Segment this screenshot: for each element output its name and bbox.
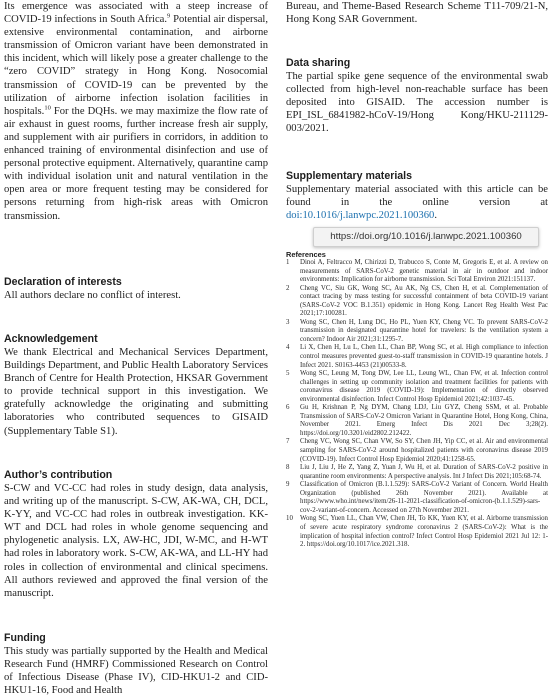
funding-heading: Funding [4, 632, 46, 644]
reference-item [286, 319, 548, 345]
reference-text: Cheng VC, Wong SC, Chan VW, So SY, Chen JH, Yip CC, et al. Air and environmental sampling for SARS-CoV-2 around hospitalized patients with coronavirus disease 2019 (COVID-19). Infect Control Hosp Epidemiol 2020;41:1258-65. [300, 438, 548, 463]
reference-number: 10 [286, 515, 293, 523]
intro-paragraph: Its emergence was associated with a steep increase of COVID-19 infections in South Africa.$^9$ Potential air dispersal, extensive environmental contamination, and airborne transmission of Omicron variant have been demonstrated in this incident, which will likely pose a greater challenge to the “zero COVID” strategy in Hong Kong. Nosocomial transmission of COVID-19 can be prevented by the utilization of airborne infection isolation facilities in hospitals.$^{10}$ For the DQHs. we may maximize the flow rate of air exhaust in guest rooms, further increase fresh air supply, and supplement with air purifiers in corridors, in addition to enhanced training of environmental disinfection and use of personal protective equipment. Alternatively, quarantine camp with individual isolation unit and natural ventilation in the open area or more frequent testing may be considered for persons returning from high-risk areas with Omicron transmission. [4, 1, 268, 222]
reference-item [286, 438, 548, 464]
acknowledgement-text: We thank Electrical and Mechanical Services Department, Buildings Department, and Public Health Laboratory Services Branch of Centre for Health Protection, HKSAR Government to provide technical support in this investigation. We gratefully acknowledge the originating and submitting laboratories who contributed sequences to GISAID (Supplementary Table S1). [4, 347, 268, 437]
reference-text: Cheng VC, Siu GK, Wong SC, Au AK, Ng CS, Chen H, et al. Complementation of contact tracing by mass testing for successful containment of beta COVID-19 variant (SARS-CoV-2 VOC B.1.351) epidemic in Hong Kong. Lancet Reg Health West Pac 2021;17:100281. [300, 284, 548, 318]
reference-text: Gu H, Krishnan P, Ng DYM, Chang LDJ, Liu GYZ, Cheng SSM, et al. Probable Transmission of SARS-CoV-2 Omicron Variant in Quarantine Hotel, Hong Kong, China, November 2021. Emerg Infect Dis 2021 Dec 3;28(2). https://doi.org/10.3201/eid2802.212422. [300, 404, 548, 437]
reference-text: Liu J, Liu J, He Z, Yang Z, Yuan J, Wu H, et al. Duration of SARS-CoV-2 positive in quarantine room environments: A perspective analysis. Int J Infect Dis 2021;105:68-74. [300, 464, 548, 480]
reference-number: 4 [286, 344, 290, 352]
data-sharing-heading: Data sharing [286, 57, 351, 69]
link-url-tooltip: https://doi.org/10.1016/j.lanwpc.2021.100360 [313, 227, 539, 247]
reference-number: 1 [286, 259, 290, 266]
citation-9[interactable]: 9 [167, 12, 171, 20]
data-sharing-text: The partial spike gene sequence of the environmental swab collected from high-level non-reachable surface has been deposited into GISAID. The accession number is EPI_ISL_6841982-hCoV-19/Hong Kong/HKU-211129-003/2021. [286, 71, 548, 135]
reference-item [286, 481, 548, 515]
reference-item [286, 404, 548, 438]
reference-text: Wong SC, Yuen LL, Chan VW, Chen JH, To KK, Yuen KY, et al. Airborne transmission of severe acute respiratory syndrome coronavirus 2 (SARS-CoV-2): What is the implication of hospital infection control? Infect Control Hosp Epidemiol 2021 Jul 12: 1-2. https://doi.org/10.1017/ice.2021.318. [300, 515, 548, 549]
acknowledgement-heading: Acknowledgement [4, 333, 98, 345]
reference-number: 6 [286, 404, 290, 412]
reference-number: 3 [286, 318, 290, 326]
references-heading: References [286, 250, 326, 259]
supplementary-doi-link[interactable]: doi:10.1016/j.lanwpc.2021.100360 [286, 210, 435, 222]
contribution-heading: Author’s contribution [4, 469, 113, 481]
citation-10[interactable]: 10 [44, 104, 51, 112]
funding-continued: Bureau, and Theme-Based Research Scheme T11-709/21-N, Hong Kong SAR Government. [286, 1, 548, 26]
reference-item [286, 259, 548, 285]
reference-item [286, 370, 548, 404]
supplementary-text: Supplementary material associated with this article can be found in the online version at doi:10.1016/j.lanwpc.2021.100360. [286, 184, 548, 222]
reference-number: 2 [286, 284, 290, 292]
interests-heading: Declaration of interests [4, 276, 122, 288]
reference-number: 7 [286, 438, 290, 446]
references-list [286, 259, 548, 550]
reference-text: Li X, Chen H, Lu L, Chen LL, Chan BP, Wong SC, et al. High compliance to infection control measures prevented guest-to-staff transmission in COVID-19 quarantine hotels. J Infect 2021. S0163-4453 (21)00533-8. [300, 344, 548, 369]
reference-text: Wong SC, Chen H, Lung DC, Ho PL, Yuen KY, Cheng VC. To prevent SARS-CoV-2 transmission in designated quarantine hotel for travelers: Is the ventilation system a concern? Indoor Air 2021;31:1295-7. [300, 318, 548, 343]
reference-item [286, 464, 548, 481]
reference-text: Wong SC, Leung M, Tong DW, Lee LL, Leung WL, Chan FW, et al. Infection control challenges in setting up community isolation and treatment facilities for patients with coronavirus disease 2019 (COVID-19): Implementation of directly observed environmental disinfection. Infect Control Hosp Epidemiol 2021;42:1037-45. [300, 370, 548, 403]
reference-number: 9 [286, 481, 290, 489]
reference-item [286, 515, 548, 549]
reference-number: 8 [286, 464, 290, 472]
reference-item [286, 285, 548, 319]
interests-text: All authors declare no conflict of interest. [4, 290, 181, 301]
supplementary-heading: Supplementary materials [286, 170, 412, 182]
reference-item [286, 344, 548, 370]
reference-text: Dinoi A, Feltracco M, Chirizzi D, Trabucco S, Conte M, Gregoris E, et al. A review on measurements of SARS-CoV-2 genetic material in air in outdoor and indoor environments: Implication for airborne transmission. Sci Total Environ 2021:151137. [300, 259, 548, 284]
reference-number: 5 [286, 370, 290, 378]
contribution-text: S-CW and VC-CC had roles in study design, data analysis, and writing up of the manuscript. S-CW, AK-WA, CH, DCL, K-YY, and VC-CC had roles in outbreak investigation. KK-WT and DCL had roles in whole genome sequencing and phylogenetic analysis. LX, AW-HC, JDI, W-MC, and H-WT had roles in laboratory work. S-CW, AK-WA, and LL-HY had roles in collection of environmental and clinical specimens. All authors reviewed and approved the final version of the manuscript. [4, 483, 268, 599]
funding-text: This study was partially supported by the Health and Medical Research Fund (HMRF) Commissioned Research on Control of Infectious Disease (Phase IV), CID-HKU1-2 and CID-HKU1-16, Food and Health [4, 646, 268, 697]
reference-text: Classification of Omicron (B.1.1.529): SARS-CoV-2 Variant of Concern. World Health Organization (published 26th November 2021). Available at https://www.who.int/news/item/26-11-2021-classification-of-omicron-(b.1.1.529)-sars-cov-2-variant-of-concern. Accessed on 27th November 2021. [300, 481, 548, 514]
